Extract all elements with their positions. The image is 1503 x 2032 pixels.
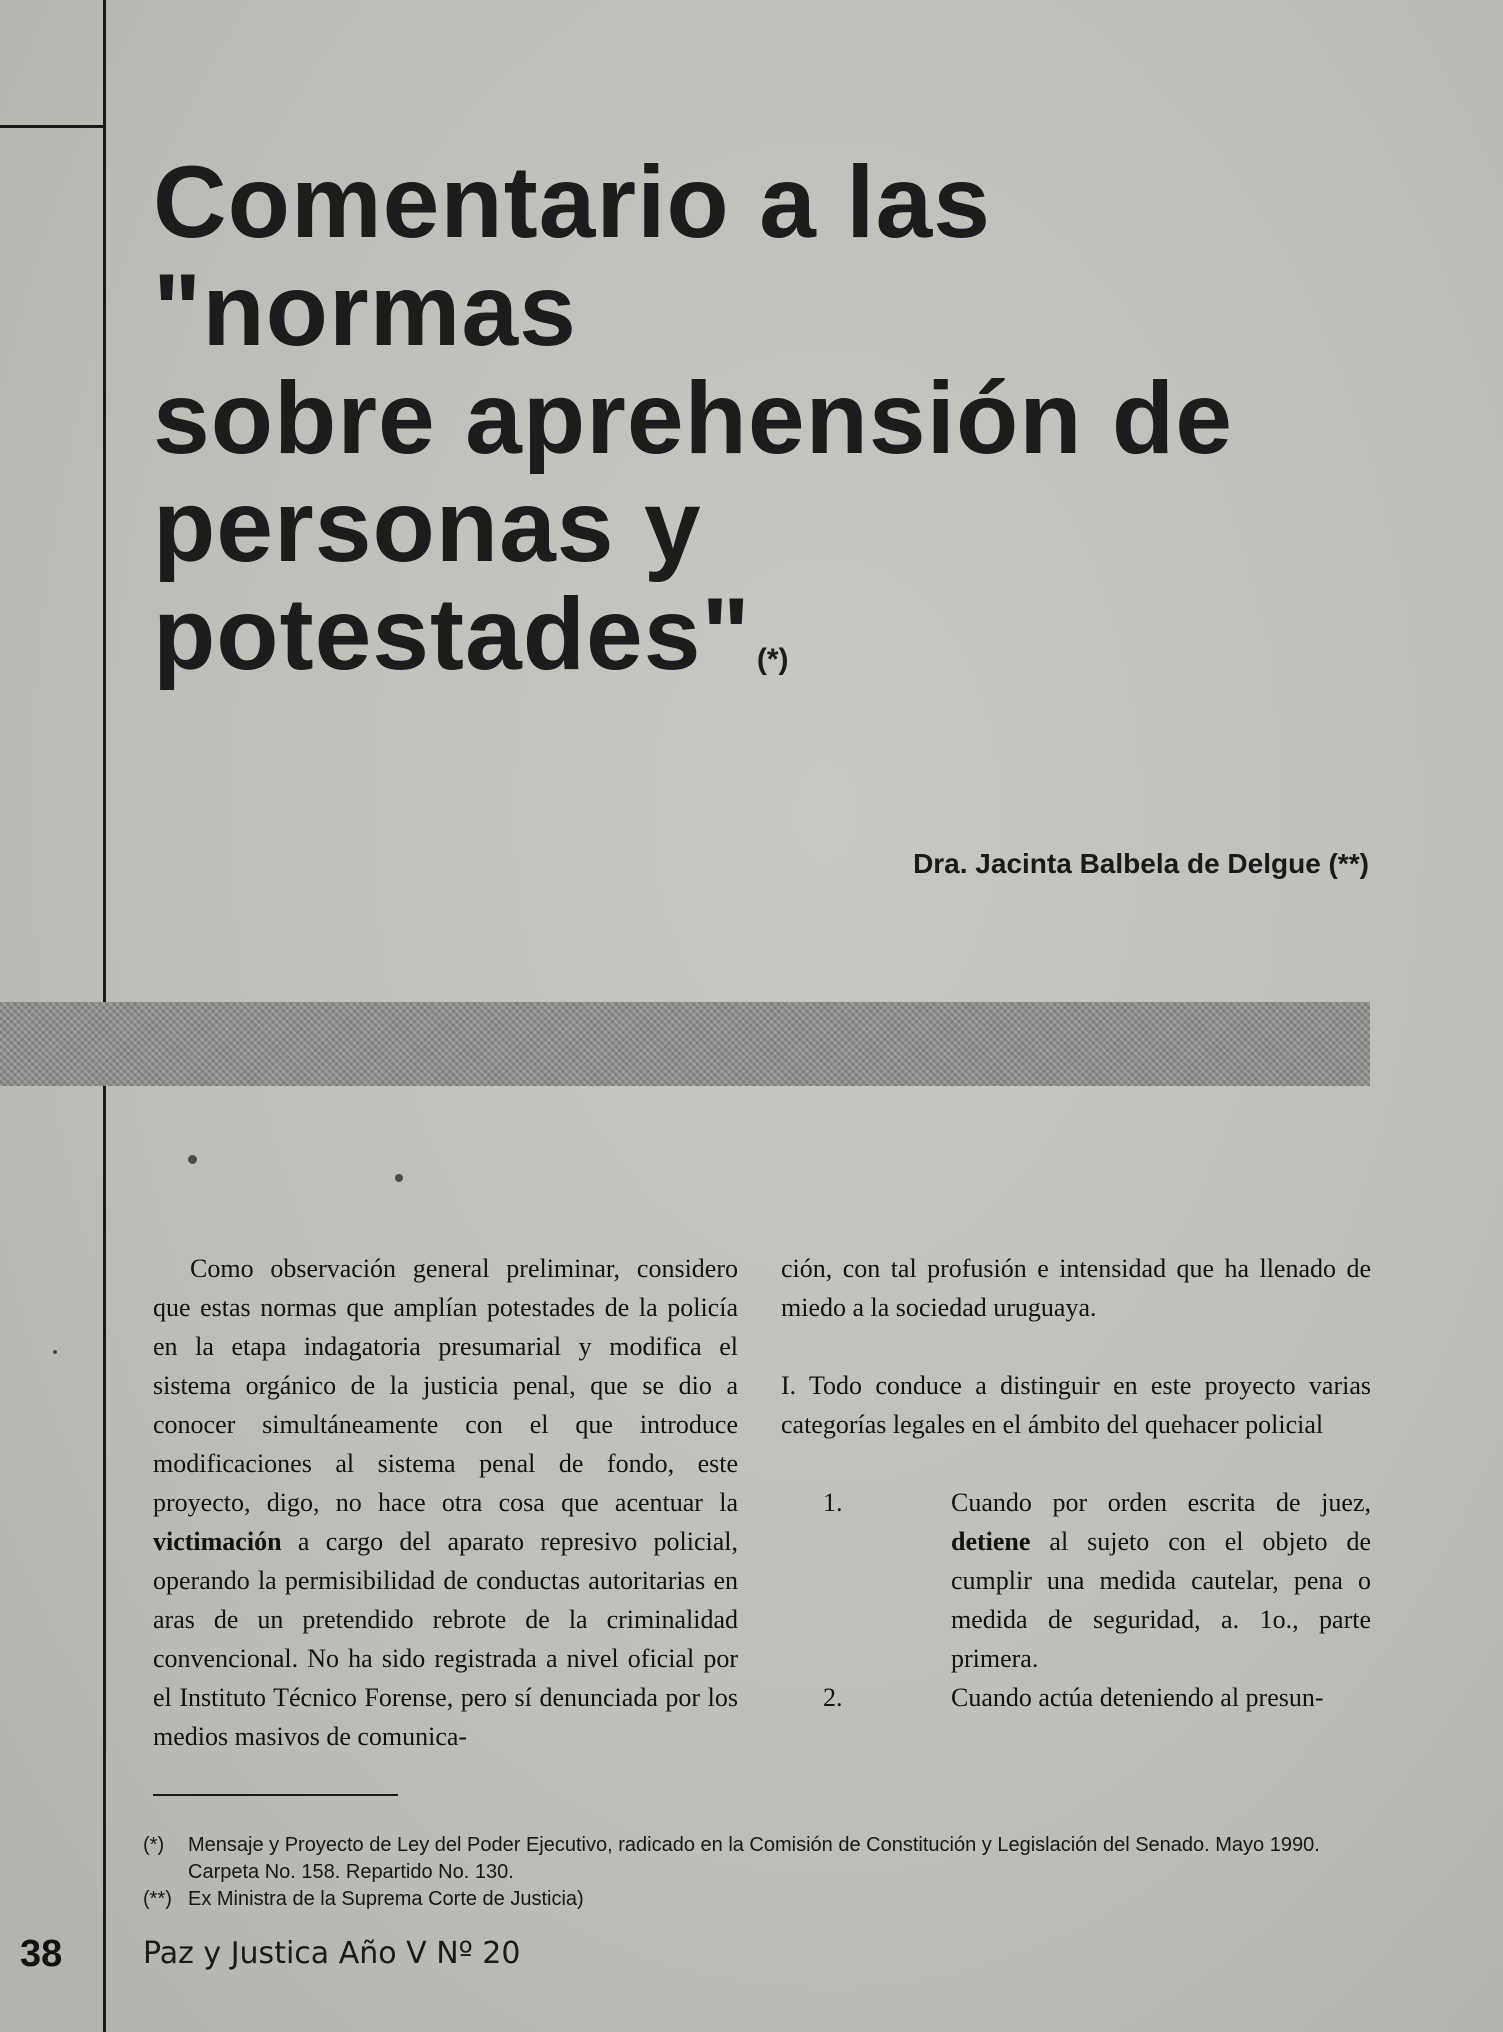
footnote-mark: (**) — [143, 1888, 172, 1910]
footnote-mark: (*) — [143, 1834, 165, 1856]
continuation-paragraph: ción, con tal profusión e intensidad que ha llenado de miedo a la sociedad uruguaya. — [781, 1254, 1371, 1322]
title-footnote-mark: (*) — [756, 643, 789, 676]
intro-text-1: Como observación general preliminar, considero que estas normas que amplían potestades de la policía en la etapa indagatoria presumarial y modifica el sistema orgánico de la justicia penal, que se dio a conocer simultáneamente con el que introduce modificaciones al sistema penal de fondo, este proyecto, digo, no hace otra cosa que acentuar la — [153, 1254, 738, 1517]
title-line-5-text: potestades" — [153, 577, 751, 691]
list-item — [781, 1483, 1371, 1678]
title-line-3: sobre aprehensión de — [153, 361, 1233, 475]
intro-text-2: a cargo del aparato represivo policial, operando la permisibilidad de conductas autoritarias en aras de un pretendido rebrote de la criminalidad convencional. No ha sido registrada a nivel oficial por el Instituto Técnico Forense, pero sí denunciada por los medios masivos de comunica- — [153, 1527, 738, 1751]
intro-emphasis: victimación — [153, 1527, 282, 1556]
footnote-text: Ex Ministra de la Suprema Corte de Justicia) — [188, 1888, 584, 1910]
journal-footer: Paz y Justica Año V Nº 20 — [143, 1936, 521, 1971]
speck — [395, 1174, 403, 1182]
list-item-emphasis: detiene — [951, 1527, 1031, 1556]
author-byline: Dra. Jacinta Balbela de Delgue (**) — [913, 848, 1369, 879]
article-title — [153, 145, 1403, 714]
page-number: 38 — [20, 1933, 63, 1975]
footnote-rule — [153, 1794, 398, 1796]
list-item-text — [951, 1483, 1371, 1678]
list-item-text: Cuando actúa deteniendo al presun- — [951, 1683, 1324, 1712]
speck — [188, 1155, 197, 1164]
speck — [53, 1350, 57, 1354]
body-column-left — [153, 1249, 738, 1756]
footnote-text: Mensaje y Proyecto de Ley del Poder Ejecutivo, radicado en la Comisión de Constitución y Legislación del Senado. Mayo 1990. Carpeta No. 158. Repartido No. 130. — [188, 1834, 1320, 1883]
list-item-number: 1. — [823, 1488, 843, 1517]
title-line-2: "normas — [153, 253, 577, 367]
footnote — [143, 1832, 1383, 1886]
title-line-1: Comentario a las — [153, 145, 991, 259]
list-item-text-part: Cuando por orden escrita de juez, — [951, 1488, 1371, 1517]
halftone-band — [0, 1002, 1370, 1086]
list-item-number: 2. — [823, 1683, 843, 1712]
list-item — [781, 1678, 1371, 1717]
section-heading: I. Todo conduce a distinguir en este proyecto varias categorías legales en el ámbito del quehacer policial — [781, 1371, 1371, 1439]
intro-paragraph — [153, 1249, 738, 1756]
top-left-rule — [0, 125, 104, 128]
title-line-4: personas y — [153, 469, 702, 583]
footnotes — [143, 1832, 1383, 1913]
body-column-right — [781, 1249, 1371, 1717]
list-item-text-part: al sujeto con el objeto de cumplir una medida cautelar, pena o medida de seguridad, a. 1o., parte primera. — [951, 1527, 1371, 1673]
title-line-5 — [153, 577, 1403, 714]
footnote — [143, 1886, 1383, 1913]
